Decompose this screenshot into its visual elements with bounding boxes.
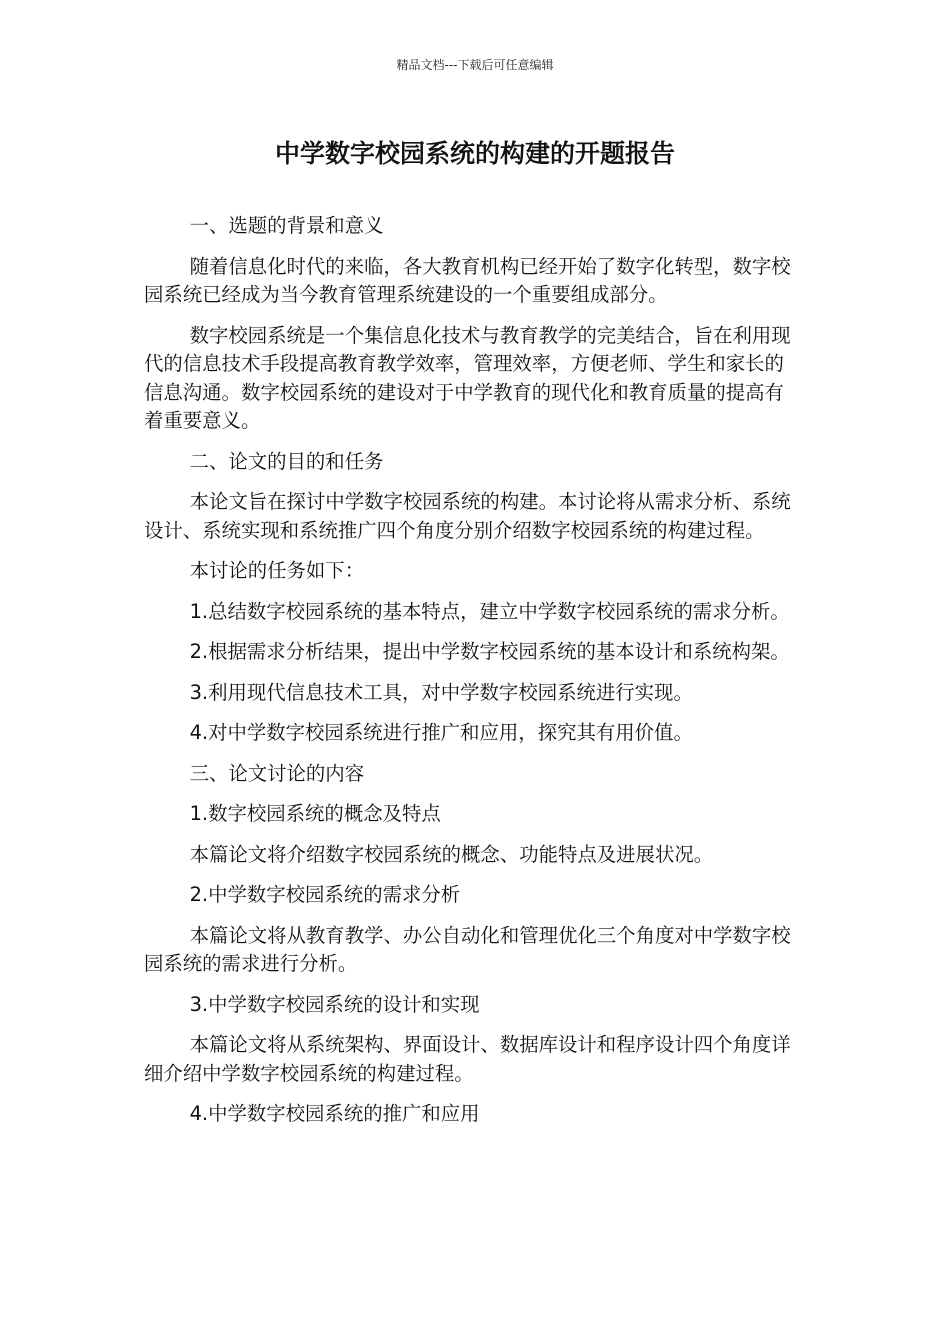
paragraph: 随着信息化时代的来临，各大教育机构已经开始了数字化转型，数字校园系统已经成为当今教育管理系统建设的一个重要组成部分。 bbox=[144, 254, 791, 306]
paragraph: 本篇论文将从教育教学、办公自动化和管理优化三个角度对中学数字校园系统的需求进行分析。 bbox=[144, 923, 791, 975]
paragraph: 本讨论的任务如下： bbox=[189, 559, 365, 582]
document-title: 中学数字校园系统的构建的开题报告 bbox=[274, 139, 675, 168]
task-item: 4.对中学数字校园系统进行推广和应用，探究其有用价值。 bbox=[189, 721, 693, 744]
paragraph: 本篇论文将介绍数字校园系统的概念、功能特点及进展状况。 bbox=[189, 842, 714, 866]
section-heading-purpose: 二、论文的目的和任务 bbox=[189, 449, 384, 473]
paragraph: 本论文旨在探讨中学数字校园系统的构建。本讨论将从需求分析、系统设计、系统实现和系统推广四个角度分别介绍数字校园系统的构建过程。 bbox=[144, 490, 791, 542]
document-body bbox=[144, 212, 794, 1141]
task-item: 3.利用现代信息技术工具，对中学数字校园系统进行实现。 bbox=[189, 680, 693, 704]
section-heading-content: 三、论文讨论的内容 bbox=[189, 761, 365, 785]
page-header: 精品文档---下载后可任意编辑 bbox=[396, 58, 554, 72]
paragraph: 本篇论文将从系统架构、界面设计、数据库设计和程序设计四个角度详细介绍中学数字校园系统的构建过程。 bbox=[144, 1033, 791, 1085]
task-item: 2.根据需求分析结果，提出中学数字校园系统的基本设计和系统构架。 bbox=[189, 640, 790, 663]
section-heading-background: 一、选题的背景和意义 bbox=[189, 214, 384, 237]
subsection-heading: 1.数字校园系统的概念及特点 bbox=[189, 802, 441, 825]
subsection-heading: 3.中学数字校园系统的设计和实现 bbox=[189, 992, 480, 1016]
subsection-heading: 4.中学数字校园系统的推广和应用 bbox=[189, 1102, 480, 1125]
paragraph: 数字校园系统是一个集信息化技术与教育教学的完美结合，旨在利用现代的信息技术手段提高教育教学效率，管理效率，方便老师、学生和家长的信息沟通。数字校园系统的建设对于中学教育的现代化和教育质量的提高有着重要意义。 bbox=[144, 323, 791, 432]
subsection-heading: 2.中学数字校园系统的需求分析 bbox=[189, 883, 461, 906]
task-item: 1.总结数字校园系统的基本特点，建立中学数字校园系统的需求分析。 bbox=[189, 599, 790, 623]
